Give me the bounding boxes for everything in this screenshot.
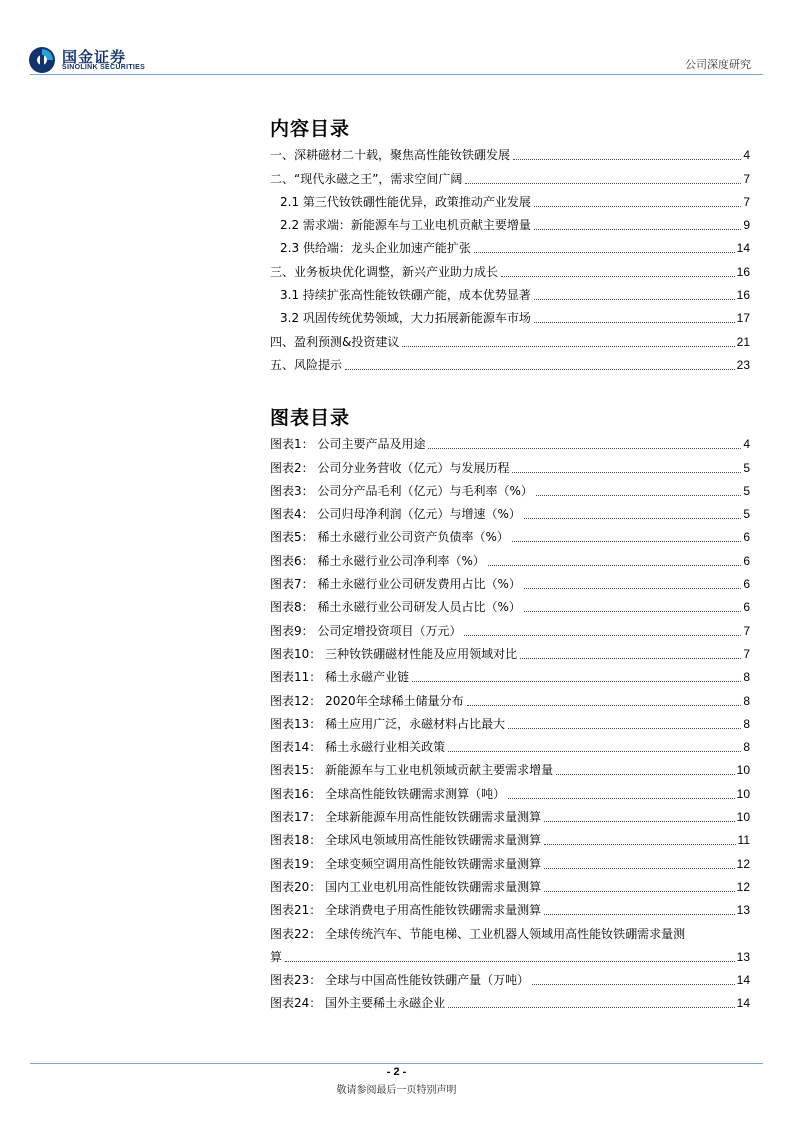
dot-leader <box>448 751 741 752</box>
figures-list <box>270 429 750 1011</box>
toc-item[interactable] <box>270 280 750 303</box>
toc-page-number: 5 <box>743 507 750 522</box>
dot-leader <box>544 821 735 822</box>
dot-leader <box>412 681 741 682</box>
logo-english-name: SINOLINK SECURITIES <box>62 64 146 71</box>
dot-leader <box>534 299 735 300</box>
toc-page-number: 14 <box>736 973 750 988</box>
toc-page-number: 7 <box>743 194 750 209</box>
toc-page-number: 6 <box>743 553 750 568</box>
dot-leader <box>544 914 735 915</box>
dot-leader <box>524 611 741 612</box>
dot-leader <box>536 495 741 496</box>
figures-title: 图表目录 <box>270 407 351 429</box>
toc-entry-text: 图表8： 稀土永磁行业公司研发人员占比（%） <box>270 600 521 615</box>
toc-page-number: 12 <box>736 856 750 871</box>
toc-page-number: 17 <box>736 311 750 326</box>
toc-page-number: 6 <box>743 530 750 545</box>
figure-toc-item[interactable] <box>270 988 750 1011</box>
toc-page-number: 6 <box>743 577 750 592</box>
figure-toc-item[interactable] <box>270 615 750 638</box>
toc-entry-text: 图表19： 全球变频空调用高性能钕铁硼需求量测算 <box>270 856 542 871</box>
toc-entry-text: 图表10： 三种钕铁硼磁材性能及应用领域对比 <box>270 646 518 661</box>
dot-leader <box>512 541 741 542</box>
dot-leader <box>474 252 735 253</box>
page-number: - 2 - <box>386 1066 407 1078</box>
toc-page-number: 10 <box>736 810 750 825</box>
toc-page-number: 16 <box>736 288 750 303</box>
toc-item[interactable] <box>270 303 750 326</box>
toc-item[interactable] <box>270 210 750 233</box>
dot-leader <box>524 518 741 519</box>
figure-toc-item[interactable] <box>270 639 750 662</box>
toc-entry-text: 2.2 需求端：新能源车与工业电机贡献主要增量 <box>280 218 531 233</box>
dot-leader <box>285 961 735 962</box>
toc-page-number: 7 <box>743 171 750 186</box>
dot-leader <box>428 448 741 449</box>
toc-entry-text: 图表13： 稀土应用广泛，永磁材料占比最大 <box>270 716 506 731</box>
toc-entry-text: 图表2： 公司分业务营收（亿元）与发展历程 <box>270 460 510 475</box>
figure-toc-item[interactable] <box>270 569 750 592</box>
toc-entry-text: 二、“现代永磁之王”，需求空间广阔 <box>270 171 463 186</box>
toc-page-number: 9 <box>743 218 750 233</box>
toc-page-number: 7 <box>743 646 750 661</box>
dot-leader <box>467 705 742 706</box>
toc-page-number: 8 <box>743 716 750 731</box>
dot-leader <box>524 588 741 589</box>
disclaimer-note: 敬请参阅最后一页特别声明 <box>336 1085 457 1096</box>
contents-title: 内容目录 <box>270 118 351 140</box>
toc-page-number: 6 <box>743 600 750 615</box>
figure-toc-item[interactable] <box>270 848 750 871</box>
toc-page-number: 10 <box>736 763 750 778</box>
toc-page-number: 8 <box>743 670 750 685</box>
toc-page-number: 4 <box>743 437 750 452</box>
toc-entry-text: 图表23： 全球与中国高性能钕铁硼产量（万吨） <box>270 973 530 988</box>
toc-item[interactable] <box>270 187 750 210</box>
toc-page-number: 7 <box>743 623 750 638</box>
dot-leader <box>465 183 741 184</box>
toc-entry-text: 图表20： 国内工业电机用高性能钕铁硼需求量测算 <box>270 879 542 894</box>
dot-leader <box>544 891 735 892</box>
toc-entry-text: 三、业务板块优化调整，新兴产业助力成长 <box>270 264 499 279</box>
toc-item[interactable] <box>270 256 750 279</box>
dot-leader <box>508 798 735 799</box>
toc-page-number: 5 <box>743 460 750 475</box>
toc-entry-text: 四、盈利预测&投资建议 <box>270 334 400 349</box>
dot-leader <box>501 276 735 277</box>
toc-entry-text: 图表5： 稀土永磁行业公司资产负债率（%） <box>270 530 509 545</box>
dot-leader <box>534 229 741 230</box>
figure-toc-item[interactable] <box>270 476 750 499</box>
toc-entry-text: 图表16： 全球高性能钕铁硼需求测算（吨） <box>270 786 506 801</box>
company-logo <box>28 44 188 76</box>
dot-leader <box>513 159 741 160</box>
toc-entry-text: 图表22： 全球传统汽车、节能电梯、工业机器人领域用高性能钕铁硼需求量测 <box>270 926 686 941</box>
dot-leader <box>520 658 741 659</box>
toc-entry-text: 3.1 持续扩张高性能钕铁硼产能，成本优势显著 <box>280 288 531 303</box>
figure-toc-item-wrapped[interactable] <box>270 918 750 941</box>
dot-leader <box>345 369 735 370</box>
toc-entry-text: 图表9： 公司定增投资项目（万元） <box>270 623 462 638</box>
toc-entry-text: 图表17： 全球新能源车用高性能钕铁硼需求量测算 <box>270 810 542 825</box>
toc-entry-text: 图表3： 公司分产品毛利（亿元）与毛利率（%） <box>270 483 533 498</box>
footer-divider <box>30 1063 763 1064</box>
toc-entry-text: 五、风险提示 <box>270 357 343 372</box>
figure-toc-item[interactable] <box>270 429 750 452</box>
toc-entry-text: 图表14： 稀土永磁行业相关政策 <box>270 740 446 755</box>
toc-entry-text: 2.1 第三代钕铁硼性能优异，政策推动产业发展 <box>280 194 531 209</box>
toc-page-number: 14 <box>736 996 750 1011</box>
toc-entry-text: 2.3 供给端：龙头企业加速产能扩张 <box>280 241 471 256</box>
figure-toc-item[interactable] <box>270 778 750 801</box>
toc-entry-text: 图表1： 公司主要产品及用途 <box>270 437 426 452</box>
figure-toc-item[interactable] <box>270 755 750 778</box>
dot-leader <box>464 635 741 636</box>
sinolink-logo-icon <box>28 46 56 74</box>
figure-toc-item[interactable] <box>270 592 750 615</box>
dot-leader <box>544 844 735 845</box>
dot-leader <box>448 1007 735 1008</box>
toc-page-number: 5 <box>743 483 750 498</box>
toc-page-number: 11 <box>737 833 750 848</box>
page-header <box>0 0 793 80</box>
logo-chinese-name: 国金证券 <box>62 48 127 66</box>
dot-leader <box>556 774 735 775</box>
report-type-label: 公司深度研究 <box>685 58 751 71</box>
toc-item[interactable] <box>270 140 750 163</box>
header-divider <box>30 74 763 75</box>
toc-page-number: 8 <box>743 693 750 708</box>
toc-page-number: 13 <box>736 949 750 964</box>
toc-entry-text: 图表15： 新能源车与工业电机领域贡献主要需求增量 <box>270 763 554 778</box>
dot-leader <box>512 472 741 473</box>
figure-toc-item[interactable] <box>270 825 750 848</box>
contents-list <box>270 140 750 373</box>
dot-leader <box>488 565 741 566</box>
toc-page-number: 8 <box>743 740 750 755</box>
toc-page-number: 16 <box>736 264 750 279</box>
toc-item[interactable] <box>270 163 750 186</box>
toc-page-number: 4 <box>743 148 750 163</box>
toc-item[interactable] <box>270 350 750 373</box>
toc-page-number: 21 <box>736 334 750 349</box>
figure-toc-item[interactable] <box>270 522 750 545</box>
figure-toc-item[interactable] <box>270 965 750 988</box>
toc-entry-text: 图表4： 公司归母净利润（亿元）与增速（%） <box>270 507 521 522</box>
toc-item[interactable] <box>270 326 750 349</box>
toc-entry-text: 图表24： 国外主要稀土永磁企业 <box>270 996 446 1011</box>
dot-leader <box>544 868 735 869</box>
toc-entry-text: 图表7： 稀土永磁行业公司研发费用占比（%） <box>270 577 521 592</box>
toc-page-number: 12 <box>736 879 750 894</box>
dot-leader <box>508 728 741 729</box>
toc-entry-text: 图表12： 2020年全球稀土储量分布 <box>270 693 464 708</box>
toc-page-number: 13 <box>736 903 750 918</box>
toc-entry-text: 一、深耕磁材二十载，聚焦高性能钕铁硼发展 <box>270 148 511 163</box>
figure-toc-item[interactable] <box>270 545 750 568</box>
toc-page-number: 23 <box>736 357 750 372</box>
toc-entry-text: 图表6： 稀土永磁行业公司净利率（%） <box>270 553 485 568</box>
figure-toc-item-wrapped-cont[interactable] <box>270 942 750 965</box>
dot-leader <box>534 322 735 323</box>
toc-item[interactable] <box>270 233 750 256</box>
toc-entry-text: 图表21： 全球消费电子用高性能钕铁硼需求量测算 <box>270 903 542 918</box>
toc-entry-text: 算 <box>270 949 283 964</box>
figure-toc-item[interactable] <box>270 709 750 732</box>
figure-toc-item[interactable] <box>270 802 750 825</box>
toc-entry-text: 图表11： 稀土永磁产业链 <box>270 670 410 685</box>
figure-toc-item[interactable] <box>270 895 750 918</box>
dot-leader <box>532 984 735 985</box>
figure-toc-item[interactable] <box>270 499 750 522</box>
dot-leader <box>534 206 741 207</box>
figure-toc-item[interactable] <box>270 872 750 895</box>
toc-entry-text: 图表18： 全球风电领域用高性能钕铁硼需求量测算 <box>270 833 542 848</box>
toc-entry-text: 3.2 巩固传统优势领域，大力拓展新能源车市场 <box>280 311 531 326</box>
toc-page-number: 10 <box>736 786 750 801</box>
dot-leader <box>402 346 734 347</box>
figure-toc-item[interactable] <box>270 732 750 755</box>
figure-toc-item[interactable] <box>270 685 750 708</box>
toc-page-number: 14 <box>736 241 750 256</box>
figure-toc-item[interactable] <box>270 452 750 475</box>
figure-toc-item[interactable] <box>270 662 750 685</box>
